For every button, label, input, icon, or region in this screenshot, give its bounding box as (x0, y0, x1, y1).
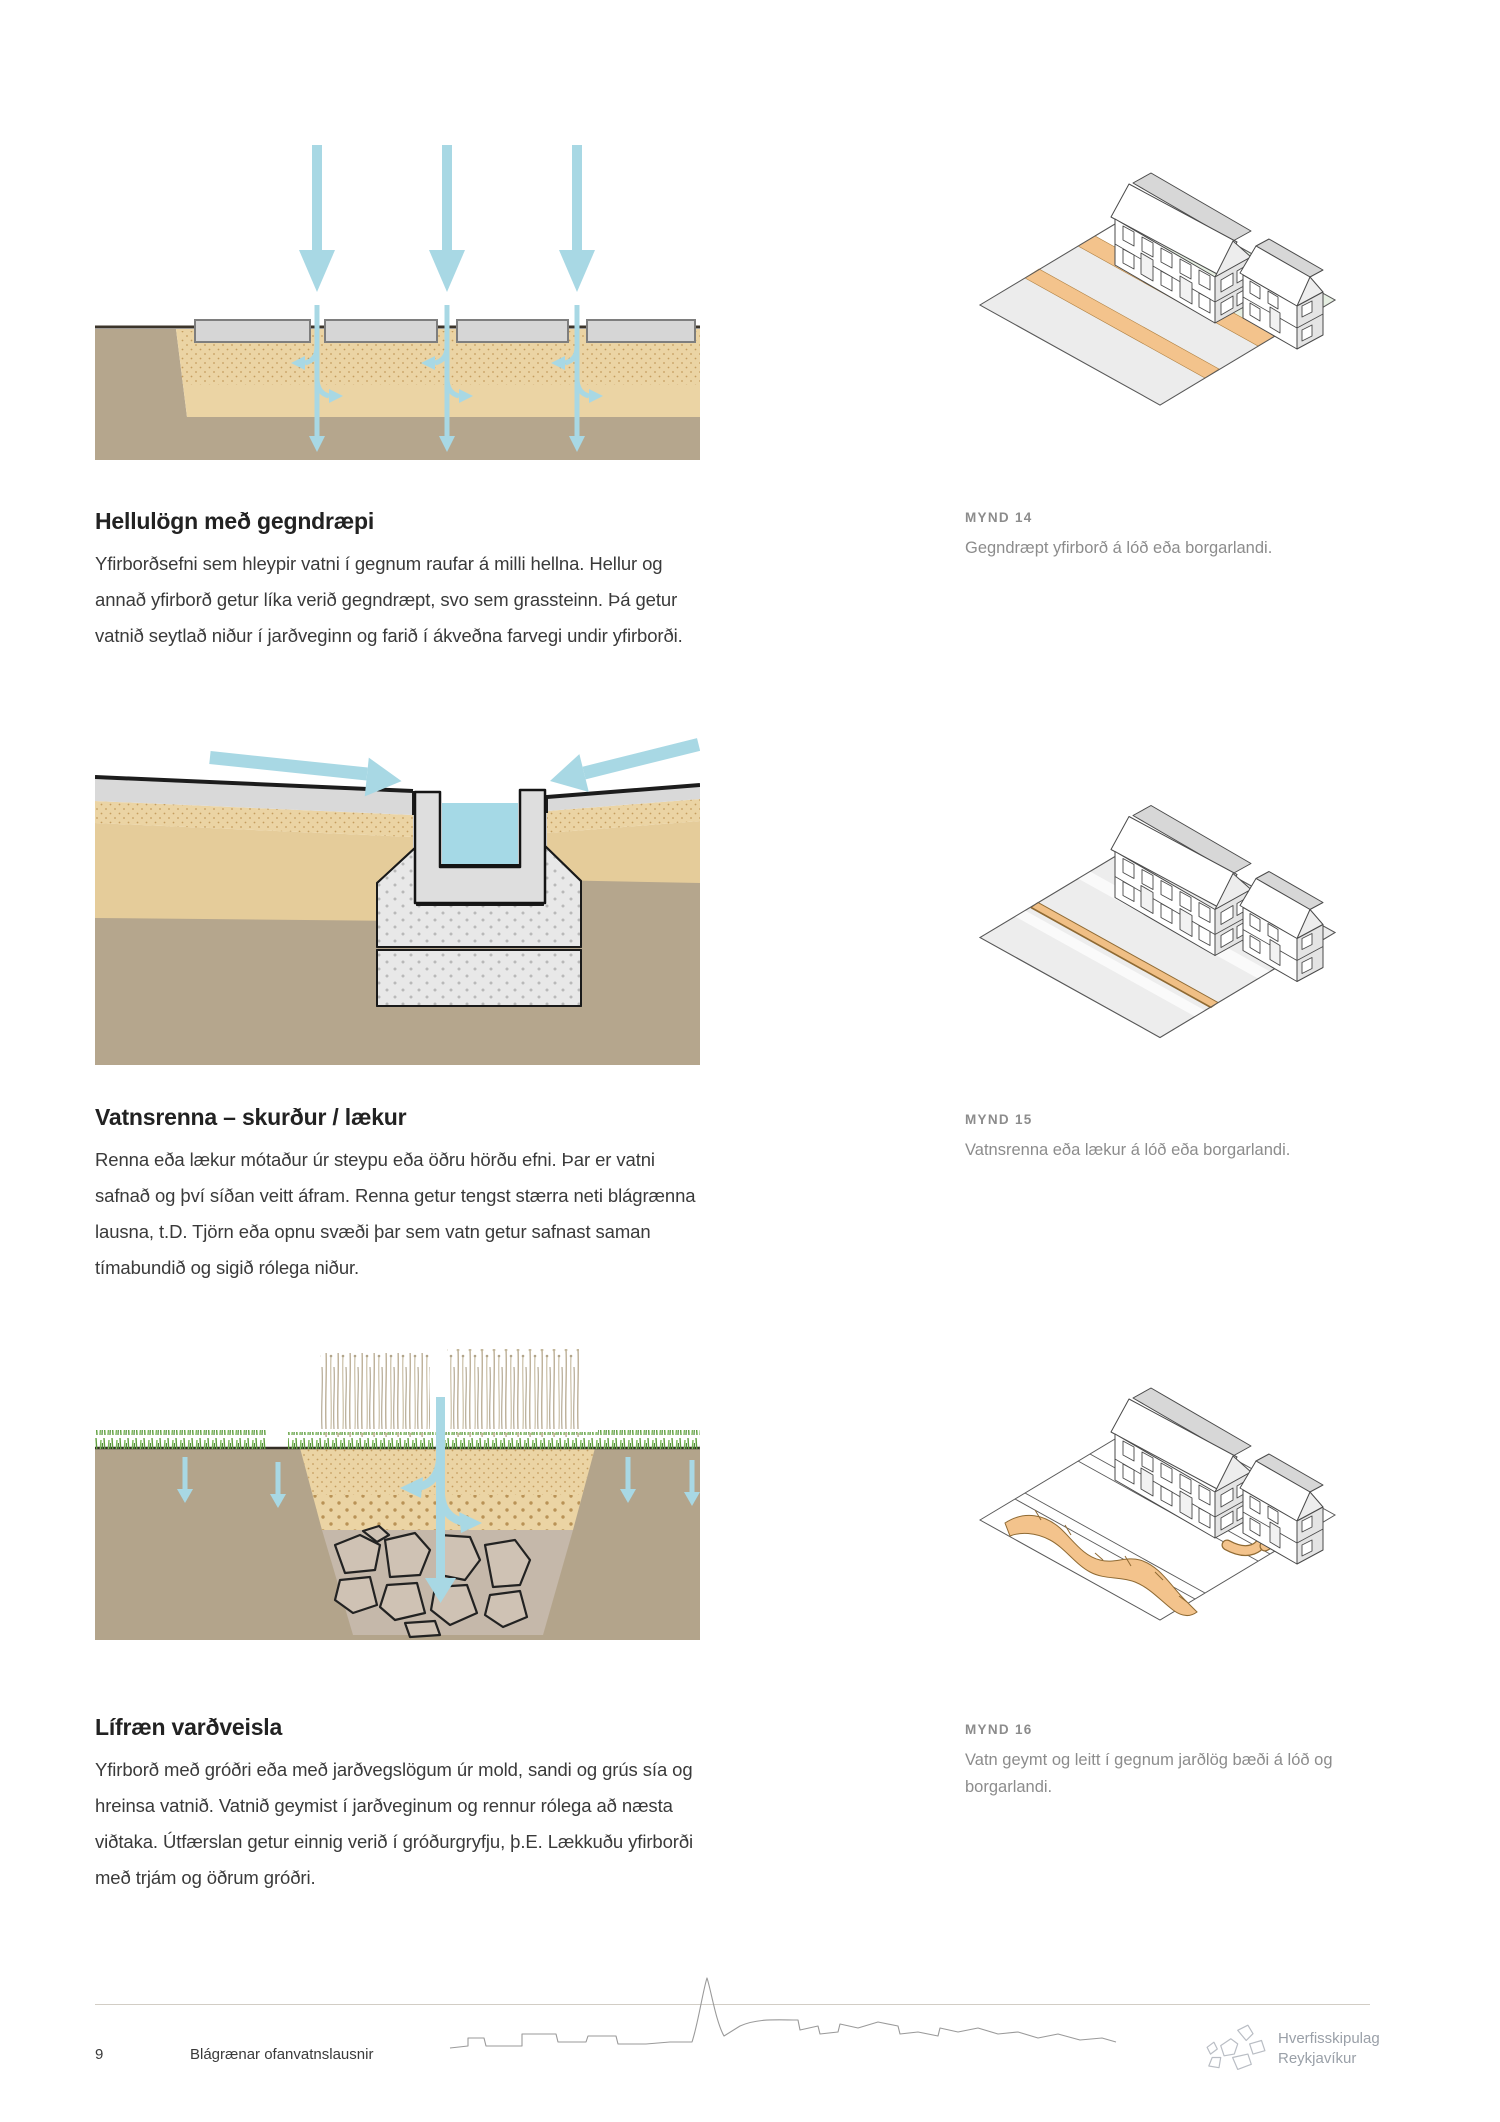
grass-left (95, 1430, 267, 1449)
figure-label-1: MYND 14 (965, 510, 1033, 525)
section-body-1: Yfirborðsefni sem hleypir vatni í gegnum raufar á milli hellna. Hellur og annað yfirborð getur líka verið gegndræpt, svo sem grassteinn. Þá getur vatnið seytlað niður í jarðveginn og farið í ákveðna farvegi undir yfirborði. (95, 553, 683, 646)
section-body-3: Yfirborð með gróðri eða með jarðvegslögum úr mold, sandi og grús sía og hreinsa vatnið. Vatnið geymist í jarðveginum og rennur rólega að næsta viðtaka. Útfærslan getur einnig verið í gróðurgryfju, þ.E. Lækkuðu yfirborði með trjám og öðrum gróðri. (95, 1759, 694, 1888)
logo-line-2: Reykjavíkur (1278, 2050, 1357, 2067)
page-number: 9 (95, 2046, 104, 2063)
hverfisskipulag-logo-icon (1202, 2018, 1270, 2080)
figure-caption-2: Vatnsrenna eða lækur á lóð eða borgarlandi. (965, 1141, 1291, 1159)
heading-text: Hellulögn með gegndræpi (95, 508, 375, 534)
section-heading-2 (95, 1104, 406, 1131)
reeds-left-clump (320, 1353, 430, 1437)
logo-line-1: Hverfisskipulag (1278, 2030, 1380, 2047)
figure-label-3: MYND 16 (965, 1722, 1033, 1737)
iso-illustration-bioswale (965, 1350, 1345, 1670)
iso-illustration-channel (965, 775, 1345, 1080)
reeds-right-clump (447, 1349, 579, 1437)
water-channel-diagram (95, 735, 700, 1065)
grass-right (598, 1430, 700, 1449)
permeable-paving-diagram (95, 100, 700, 460)
figure-caption-3: Vatn geymt og leitt í gegnum jarðlög bæði á lóð og borgarlandi. (965, 1751, 1333, 1796)
heading-text: Vatnsrenna – skurður / lækur (95, 1104, 407, 1130)
section-body-2: Renna eða lækur mótaður úr steypu eða öðru hörðu efni. Þar er vatni safnað og því síðan veitt áfram. Renna getur tengst stærra neti blágrænna lausna, t.D. Tjörn eða opnu svæði þar sem vatn getur safnast saman tímabundið og sigið rólega niður. (95, 1149, 696, 1278)
iso-illustration-permeable-surface (965, 145, 1345, 445)
section-heading-3 (95, 1714, 282, 1741)
reykjavik-skyline-illustration (440, 1972, 1120, 2077)
footer-title: Blágrænar ofanvatnslausnir (190, 2046, 374, 2063)
figure-caption-1: Gegndræpt yfirborð á lóð eða borgarlandi. (965, 539, 1273, 557)
logo-text (1278, 2029, 1380, 2069)
figure-label-2: MYND 15 (965, 1112, 1033, 1127)
section-heading-1 (95, 508, 374, 535)
heading-text: Lífræn varðveisla (95, 1714, 283, 1740)
bioswale-diagram (95, 1345, 700, 1655)
